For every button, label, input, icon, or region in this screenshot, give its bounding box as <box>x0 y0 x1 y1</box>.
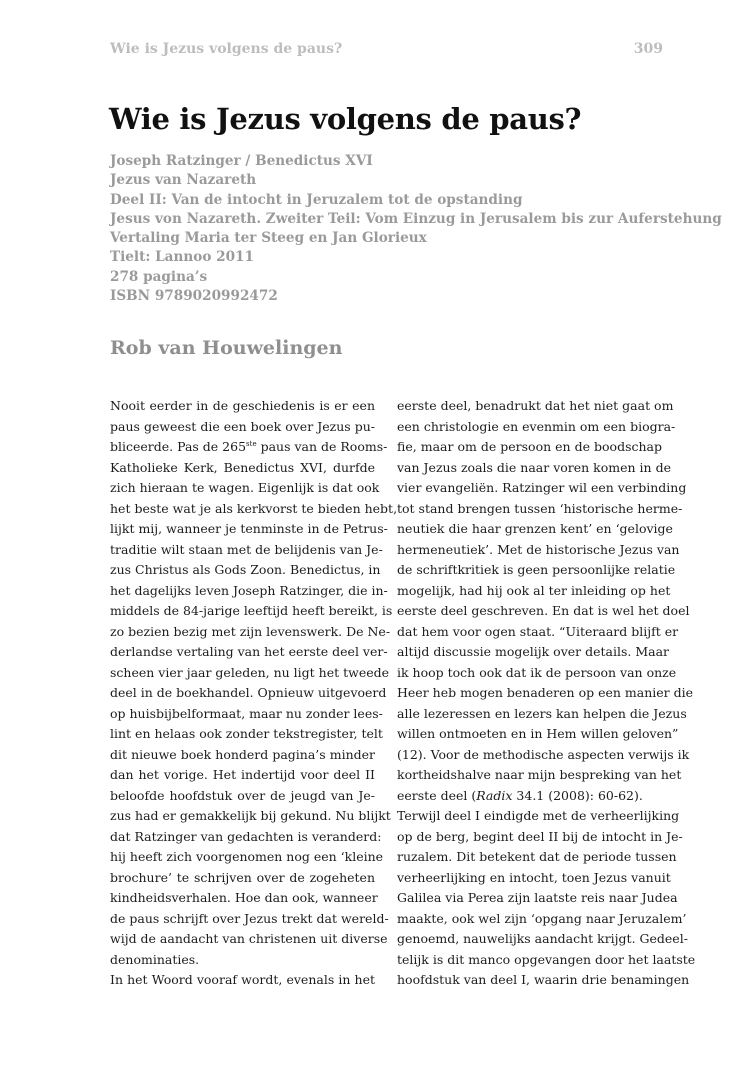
biblio-publisher: Tielt: Lannoo 2011 <box>110 249 254 266</box>
text-line: het dagelijks leven Joseph Ratzinger, die in- <box>110 582 388 598</box>
text-line: ik hoop toch ook dat ik de persoon van onze <box>397 664 677 680</box>
biblio-translators: Vertaling Maria ter Steeg en Jan Glorieux <box>110 230 427 247</box>
text-line: op de berg, begint deel II bij de intocht in Je- <box>397 828 683 844</box>
text-line: hermeneutiek’. Met de historische Jezus van <box>397 541 680 557</box>
text-line: het beste wat je als kerkvorst te bieden hebt, <box>110 500 398 516</box>
text-segment: 34.1 (2008): 60-62). <box>512 787 643 803</box>
text-line: op huisbijbelformaat, maar nu zonder lees- <box>110 705 383 721</box>
text-line: tot stand brengen tussen ‘historische herme- <box>397 500 683 516</box>
text-line: vier evangeliën. Ratzinger wil een verbinding <box>397 480 687 495</box>
text-line: deel in de boekhandel. Opnieuw uitgevoerd <box>110 685 387 700</box>
text-line: van Jezus zoals die naar voren komen in de <box>397 459 671 475</box>
text-line: fie, maar om de persoon en de boodschap <box>397 439 662 454</box>
text-line: dit nieuwe boek honderd pagina’s minder <box>110 746 375 762</box>
text-line: altijd discussie mogelijk over details. Maar <box>397 644 670 659</box>
text-line: telijk is dit manco opgevangen door het laatste <box>397 951 696 967</box>
text-line: een christologie en evenmin om een biogra- <box>397 418 676 434</box>
text-line: zo bezien bezig met zijn levenswerk. De Ne- <box>110 623 391 639</box>
biblio-isbn: ISBN 9789020992472 <box>110 288 278 305</box>
text-line: verheerlijking en intocht, toen Jezus vanuit <box>397 869 671 885</box>
text-line <box>110 437 388 458</box>
text-line: mogelijk, had hij ook al ter inleiding op het <box>397 582 671 598</box>
text-line: denominaties. <box>110 951 200 967</box>
text-line: brochure’ te schrijven over de zogeheten <box>110 869 375 885</box>
text-line: lijkt mij, wanneer je tenminste in de Petrus- <box>110 521 388 536</box>
text-line: Nooit eerder in de geschiedenis is er een <box>110 398 375 413</box>
right-column <box>397 396 696 991</box>
text-line: hij heeft zich voorgenomen nog een ‘kleine <box>110 849 384 864</box>
text-line: genoemd, nauwelijks aandacht krijgt. Gedeel- <box>397 931 688 946</box>
text-line: willen ontmoeten en in Hem willen geloven” <box>397 726 679 741</box>
review-author: Rob van Houwelingen <box>110 337 343 359</box>
text-segment: paus van de Rooms- <box>256 439 388 454</box>
text-line: dat hem voor ogen staat. “Uiteraard blijft er <box>397 623 679 639</box>
running-head <box>110 41 663 57</box>
text-line: wijd de aandacht van christenen uit diverse <box>110 931 388 946</box>
text-line: kindheidsverhalen. Hoe dan ook, wanneer <box>110 890 378 905</box>
biblio-pages: 278 pagina’s <box>110 268 208 285</box>
text-line: eerste deel geschreven. En dat is wel het doel <box>397 603 690 618</box>
text-line: zich hieraan te wagen. Eigenlijk is dat ook <box>110 480 380 495</box>
running-head-title: Wie is Jezus volgens de paus? <box>110 41 343 57</box>
text-line: (12). Voor de methodische aspecten verwijs ik <box>397 746 690 762</box>
text-line: alle lezeressen en lezers kan helpen die Jezus <box>397 705 687 721</box>
text-line: dan het vorige. Het indertijd voor deel II <box>110 767 375 782</box>
page-number: 309 <box>633 41 663 57</box>
biblio-original-title: Jesus von Nazareth. Zweiter Teil: Vom Einzug in Jerusalem bis zur Auferstehung <box>110 210 722 227</box>
text-segment: bliceerde. Pas de 265 <box>110 439 247 454</box>
text-line <box>397 786 662 807</box>
article-title: Wie is Jezus volgens de paus? <box>109 102 582 136</box>
text-line: Heer heb mogen benaderen op een manier die <box>397 685 693 700</box>
text-line: Terwijl deel I eindigde met de verheerlijking <box>397 808 680 823</box>
bibliographic-info <box>110 152 722 306</box>
text-line: Katholieke Kerk, Benedictus XVI, durfde <box>110 459 375 475</box>
text-line: hoofdstuk van deel I, waarin drie benamingen <box>397 972 690 987</box>
text-line: Galilea via Perea zijn laatste reis naar Judea <box>397 890 678 905</box>
text-line: kortheidshalve naar mijn bespreking van het <box>397 767 682 782</box>
text-line: zus had er gemakkelijk bij gekund. Nu blijkt <box>110 808 391 823</box>
text-line: In het Woord vooraf wordt, evenals in het <box>110 972 375 987</box>
text-line: zus Christus als Gods Zoon. Benedictus, in <box>110 562 381 577</box>
text-line: paus geweest die een boek over Jezus pu- <box>110 418 375 434</box>
text-line: scheen vier jaar geleden, nu ligt het tweede <box>110 664 390 680</box>
text-segment: eerste deel ( <box>397 787 477 803</box>
text-line: maakte, ook wel zijn ‘opgang naar Jeruzalem’ <box>397 910 687 926</box>
text-line: derlandse vertaling van het eerste deel ver- <box>110 644 388 659</box>
biblio-author: Joseph Ratzinger / Benedictus XVI <box>110 153 373 169</box>
biblio-book-title: Jezus van Nazareth <box>110 172 257 189</box>
text-line: beloofde hoofdstuk over de jeugd van Je- <box>110 787 375 803</box>
left-column <box>110 396 398 991</box>
text-line: middels de 84-jarige leeftijd heeft bereikt, is <box>110 603 393 618</box>
text-line: de schriftkritiek is geen persoonlijke relatie <box>397 562 676 577</box>
superscript-ordinal: ste <box>246 439 257 448</box>
text-line: neutiek die haar grenzen kent’ en ‘gelovige <box>397 521 673 536</box>
text-line: eerste deel, benadrukt dat het niet gaat om <box>397 398 674 413</box>
journal-title-italic: Radix <box>476 787 513 803</box>
biblio-volume: Deel II: Van de intocht in Jeruzalem tot de opstanding <box>110 191 523 208</box>
text-line: traditie wilt staan met de belijdenis van Je- <box>110 541 383 557</box>
text-line: lint en helaas ook zonder tekstregister, telt <box>110 726 383 741</box>
text-line: ruzalem. Dit betekent dat de periode tussen <box>397 849 677 864</box>
text-line: de paus schrijft over Jezus trekt dat wereld- <box>110 910 389 926</box>
text-line: dat Ratzinger van gedachten is veranderd: <box>110 828 382 844</box>
